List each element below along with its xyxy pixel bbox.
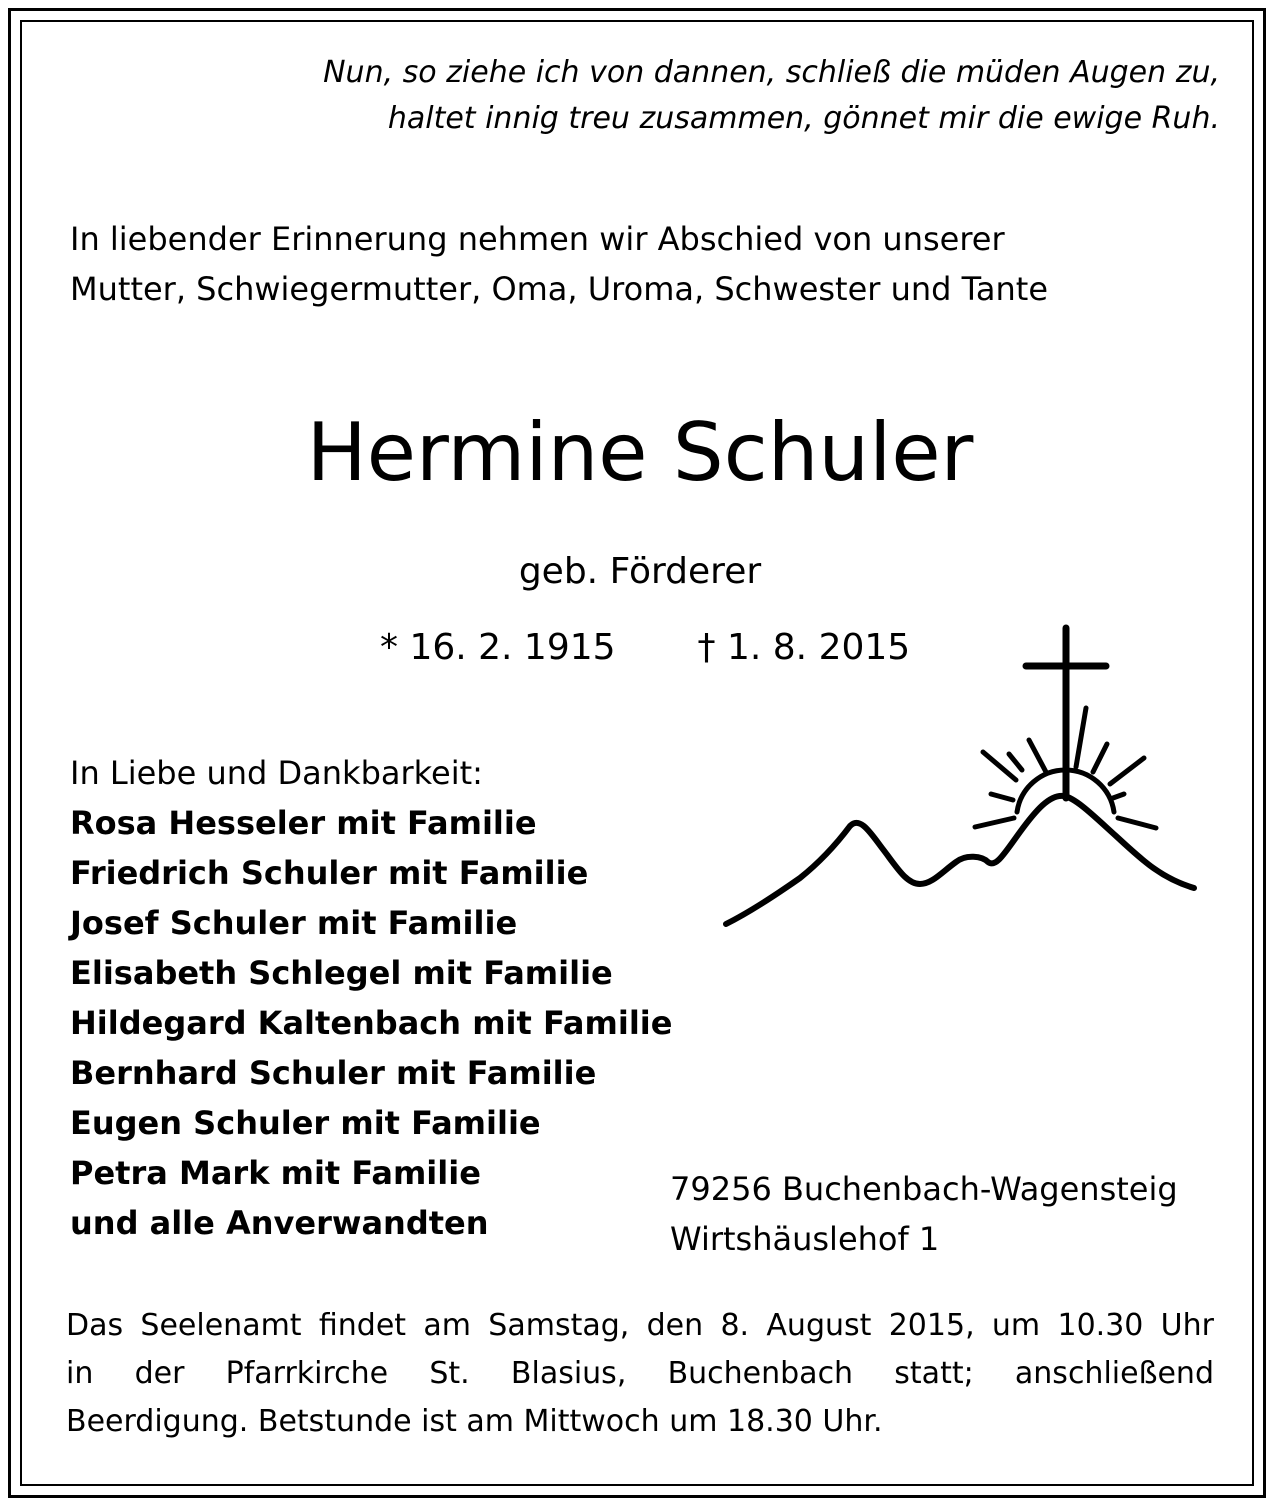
mourners-list bbox=[70, 798, 672, 1248]
motto-line-1: Nun, so ziehe ich von dannen, schließ die müden Augen zu, bbox=[323, 55, 1220, 90]
notice-line-1: Das Seelenamt findet am Samstag, den 8. August 2015, um 10.30 Uhr bbox=[66, 1308, 1214, 1343]
mourner-name: Friedrich Schuler mit Familie bbox=[70, 854, 589, 892]
mourner-name: Josef Schuler mit Familie bbox=[70, 904, 518, 942]
intro-line-1: In liebender Erinnerung nehmen wir Abschied von unserer bbox=[70, 220, 1005, 258]
address-line-2: Wirtshäuslehof 1 bbox=[670, 1220, 940, 1258]
mourner-name: Bernhard Schuler mit Familie bbox=[70, 1054, 597, 1092]
mourner-name: und alle Anverwandten bbox=[70, 1204, 489, 1242]
death-date: † 1. 8. 2015 bbox=[697, 627, 911, 668]
deceased-name: Hermine Schuler bbox=[306, 406, 974, 499]
address-line-1: 79256 Buchenbach-Wagensteig bbox=[670, 1170, 1178, 1208]
mourner-name: Eugen Schuler mit Familie bbox=[70, 1104, 541, 1142]
mourners-heading: In Liebe und Dankbarkeit: bbox=[70, 754, 483, 792]
cross-mountain-sun-icon bbox=[720, 622, 1200, 932]
funeral-notice bbox=[66, 1302, 1214, 1446]
intro-text bbox=[70, 214, 1048, 314]
intro-line-2: Mutter, Schwiegermutter, Oma, Uroma, Schwester und Tante bbox=[70, 270, 1049, 308]
motto-verse bbox=[220, 50, 1220, 142]
notice-line-3: Beerdigung. Betstunde ist am Mittwoch um 18.30 Uhr. bbox=[66, 1404, 883, 1439]
motto-line-2: haltet innig treu zusammen, gönnet mir die ewige Ruh. bbox=[387, 101, 1220, 136]
family-address bbox=[670, 1164, 1178, 1264]
birth-name: geb. Förderer bbox=[518, 551, 762, 592]
mourner-name: Petra Mark mit Familie bbox=[70, 1154, 481, 1192]
notice-line-2: in der Pfarrkirche St. Blasius, Buchenbach statt; anschließend bbox=[66, 1356, 1214, 1391]
birth-date: * 16. 2. 1915 bbox=[380, 627, 616, 668]
mourner-name: Rosa Hesseler mit Familie bbox=[70, 804, 537, 842]
mourner-name: Hildegard Kaltenbach mit Familie bbox=[70, 1004, 673, 1042]
mourners-block bbox=[70, 748, 672, 1248]
mountain-ridge bbox=[726, 796, 1194, 924]
mourner-name: Elisabeth Schlegel mit Familie bbox=[70, 954, 613, 992]
